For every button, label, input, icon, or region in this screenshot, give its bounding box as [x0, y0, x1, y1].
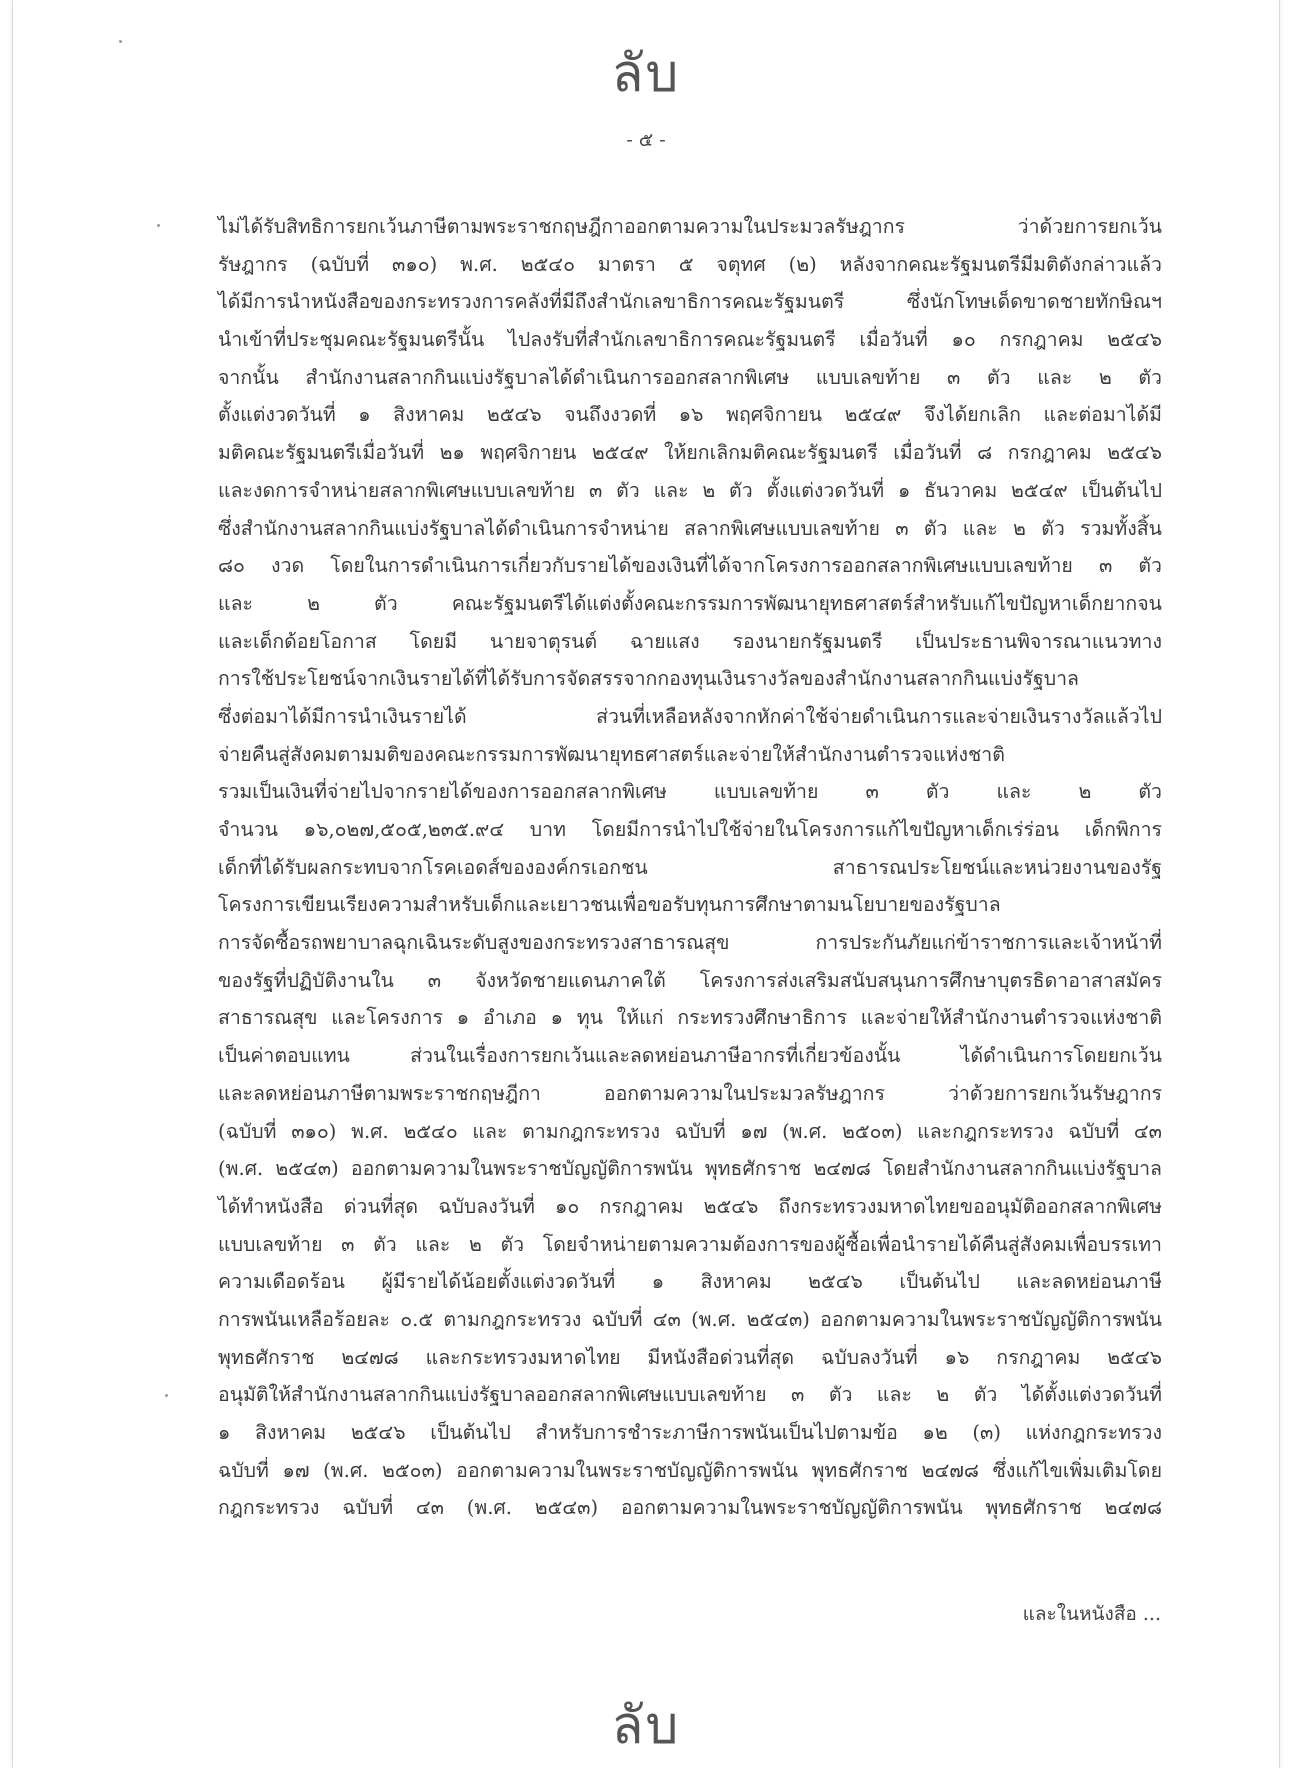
body-line: ซึ่งต่อมาได้มีการนำเงินรายได้ ส่วนที่เหลือหลังจากหักค่าใช้จ่ายดำเนินการและจ่ายเงินรางวัลแล้วไป [218, 704, 1162, 728]
body-line: กฎกระทรวง ฉบับที่ ๔๓ (พ.ศ. ๒๕๔๓) ออกตามความในพระราชบัญญัติการพนัน พุทธศักราช ๒๔๗๘ [218, 1496, 1162, 1520]
body-line: และเด็กด้อยโอกาส โดยมี นายจาตุรนต์ ฉายแสง รองนายกรัฐมนตรี เป็นประธานพิจารณาแนวทาง [218, 629, 1162, 653]
body-line: และลดหย่อนภาษีตามพระราชกฤษฎีกา ออกตามความในประมวลรัษฎากร ว่าด้วยการยกเว้นรัษฎากร [218, 1081, 1162, 1105]
body-line: ไม่ได้รับสิทธิการยกเว้นภาษีตามพระราชกฤษฎีกาออกตามความในประมวลรัษฎากร ว่าด้วยการยกเว้น [218, 215, 1162, 238]
body-line: นำเข้าที่ประชุมคณะรัฐมนตรีนั้น ไปลงรับที่สำนักเลขาธิการคณะรัฐมนตรี เมื่อวันที่ ๑๐ กรกฎาคม ๒๕๔๖ [218, 328, 1162, 352]
body-line: (พ.ศ. ๒๕๔๓) ออกตามความในพระราชบัญญัติการพนัน พุทธศักราช ๒๔๗๘ โดยสำนักงานสลากกินแบ่งรัฐบาล [218, 1157, 1162, 1181]
body-line: การใช้ประโยชน์จากเงินรายได้ที่ได้รับการจัดสรรจากกองทุนเงินรางวัลของสำนักงานสลากกินแบ่งรัฐบาล [218, 667, 1079, 691]
body-line: อนุมัติให้สำนักงานสลากกินแบ่งรัฐบาลออกสลากพิเศษแบบเลขท้าย ๓ ตัว และ ๒ ตัว ได้ตั้งแต่งวดวันที่ [218, 1383, 1162, 1407]
body-line: มติคณะรัฐมนตรีเมื่อวันที่ ๒๑ พฤศจิกายน ๒๕๔๙ ให้ยกเลิกมติคณะรัฐมนตรี เมื่อวันที่ ๘ กรกฎาคม ๒๕๔๖ [218, 441, 1162, 465]
body-line: ฉบับที่ ๑๗ (พ.ศ. ๒๕๐๓) ออกตามความในพระราชบัญญัติการพนัน พุทธศักราช ๒๔๗๘ ซึ่งแก้ไขเพิ่มเติมโดย [218, 1458, 1162, 1482]
body-line: จ่ายคืนสู่สังคมตามมติของคณะกรรมการพัฒนายุทธศาสตร์และจ่ายให้สำนักงานตำรวจแห่งชาติ [218, 742, 1005, 766]
body-line: ได้ทำหนังสือ ด่วนที่สุด ฉบับลงวันที่ ๑๐ กรกฎาคม ๒๕๔๖ ถึงกระทรวงมหาดไทยขออนุมัติออกสลากพิเศษ [218, 1194, 1162, 1218]
page-number: - ๕ - [626, 129, 666, 151]
continuation-text: และในหนังสือ ... [1022, 1603, 1161, 1625]
header-classification-mark: ลับ [611, 44, 681, 104]
body-line: จำนวน ๑๖,๐๒๗,๕๐๕,๒๓๕.๙๔ บาท โดยมีการนำไปใช้จ่ายในโครงการแก้ไขปัญหาเด็กเร่ร่อน เด็กพิการ [218, 818, 1162, 841]
body-line: จากนั้น สำนักงานสลากกินแบ่งรัฐบาลได้ดำเนินการออกสลากพิเศษ แบบเลขท้าย ๓ ตัว และ ๒ ตัว [218, 365, 1162, 389]
body-line: แบบเลขท้าย ๓ ตัว และ ๒ ตัว โดยจำหน่ายตามความต้องการของผู้ซื้อเพื่อนำรายได้คืนสู่สังคมเพื่อบรรเทา [218, 1232, 1162, 1256]
document-page [12, 0, 1280, 1768]
body-line: และ ๒ ตัว คณะรัฐมนตรีได้แต่งตั้งคณะกรรมการพัฒนายุทธศาสตร์สำหรับแก้ไขปัญหาเด็กยากจน [218, 591, 1162, 615]
body-line: โครงการเขียนเรียงความสำหรับเด็กและเยาวชนเพื่อขอรับทุนการศึกษาตามนโยบายของรัฐบาล [218, 893, 1001, 917]
body-line: ซึ่งสำนักงานสลากกินแบ่งรัฐบาลได้ดำเนินการจำหน่าย สลากพิเศษแบบเลขท้าย ๓ ตัว และ ๒ ตัว รวมทั้งสิ้น [218, 516, 1162, 540]
body-line: พุทธศักราช ๒๔๗๘ และกระทรวงมหาดไทย มีหนังสือด่วนที่สุด ฉบับลงวันที่ ๑๖ กรกฎาคม ๒๕๔๖ [218, 1345, 1162, 1369]
body-line: ตั้งแต่งวดวันที่ ๑ สิงหาคม ๒๕๔๖ จนถึงงวดที่ ๑๖ พฤศจิกายน ๒๕๔๙ จึงได้ยกเลิก และต่อมาได้มี [218, 403, 1162, 427]
body-line: การพนันเหลือร้อยละ ๐.๕ ตามกฎกระทรวง ฉบับที่ ๔๓ (พ.ศ. ๒๕๔๓) ออกตามความในพระราชบัญญัติการพนัน [218, 1307, 1162, 1331]
body-line: ความเดือดร้อน ผู้มีรายได้น้อยตั้งแต่งวดวันที่ ๑ สิงหาคม ๒๕๔๖ เป็นต้นไป และลดหย่อนภาษี [218, 1270, 1162, 1294]
body-line: เด็กที่ได้รับผลกระทบจากโรคเอดส์ขององค์กรเอกชน สาธารณประโยชน์และหน่วยงานของรัฐ [218, 855, 1162, 879]
body-line: รัษฎากร (ฉบับที่ ๓๑๐) พ.ศ. ๒๕๔๐ มาตรา ๕ จตุทศ (๒) หลังจากคณะรัฐมนตรีมีมติดังกล่าวแล้ว [218, 252, 1162, 276]
body-line: สาธารณสุข และโครงการ ๑ อำเภอ ๑ ทุน ให้แก่ กระทรวงศึกษาธิการ และจ่ายให้สำนักงานตำรวจแห่งชาติ [218, 1006, 1162, 1030]
body-line: ๘๐ งวด โดยในการดำเนินการเกี่ยวกับรายได้ของเงินที่ได้จากโครงการออกสลากพิเศษแบบเลขท้าย ๓ ตัว [218, 554, 1162, 578]
footer-classification-mark: ลับ [611, 1696, 681, 1756]
scan-speck [165, 1394, 168, 1397]
body-line: การจัดซื้อรถพยาบาลฉุกเฉินระดับสูงของกระทรวงสาธารณสุข การประกันภัยแก่ข้าราชการและเจ้าหน้าที่ [218, 931, 1162, 955]
body-line: (ฉบับที่ ๓๑๐) พ.ศ. ๒๕๔๐ และ ตามกฎกระทรวง ฉบับที่ ๑๗ (พ.ศ. ๒๕๐๓) และกฎกระทรวง ฉบับที่ ๔๓ [218, 1119, 1162, 1143]
body-line: และงดการจำหน่ายสลากพิเศษแบบเลขท้าย ๓ ตัว และ ๒ ตัว ตั้งแต่งวดวันที่ ๑ ธันวาคม ๒๕๔๙ เป็นต้นไป [218, 478, 1162, 502]
body-line: เป็นค่าตอบแทน ส่วนในเรื่องการยกเว้นและลดหย่อนภาษีอากรที่เกี่ยวข้องนั้น ได้ดำเนินการโดยยกเว้น [218, 1044, 1162, 1068]
scan-speck [119, 40, 122, 43]
body-text [218, 208, 1162, 1527]
body-line: รวมเป็นเงินที่จ่ายไปจากรายได้ของการออกสลากพิเศษ แบบเลขท้าย ๓ ตัว และ ๒ ตัว [218, 780, 1162, 804]
body-line: ของรัฐที่ปฏิบัติงานใน ๓ จังหวัดชายแดนภาคใต้ โครงการส่งเสริมสนับสนุนการศึกษาบุตรธิดาอาสาสมัคร [218, 968, 1162, 992]
scan-speck [157, 224, 160, 227]
body-line: ได้มีการนำหนังสือของกระทรวงการคลังที่มีถึงสำนักเลขาธิการคณะรัฐมนตรี ซึ่งนักโทษเด็ดขาดชายทักษิณฯ [218, 290, 1162, 314]
body-line: ๑ สิงหาคม ๒๕๔๖ เป็นต้นไป สำหรับการชำระภาษีการพนันเป็นไปตามข้อ ๑๒ (๓) แห่งกฎกระทรวง [218, 1421, 1162, 1444]
